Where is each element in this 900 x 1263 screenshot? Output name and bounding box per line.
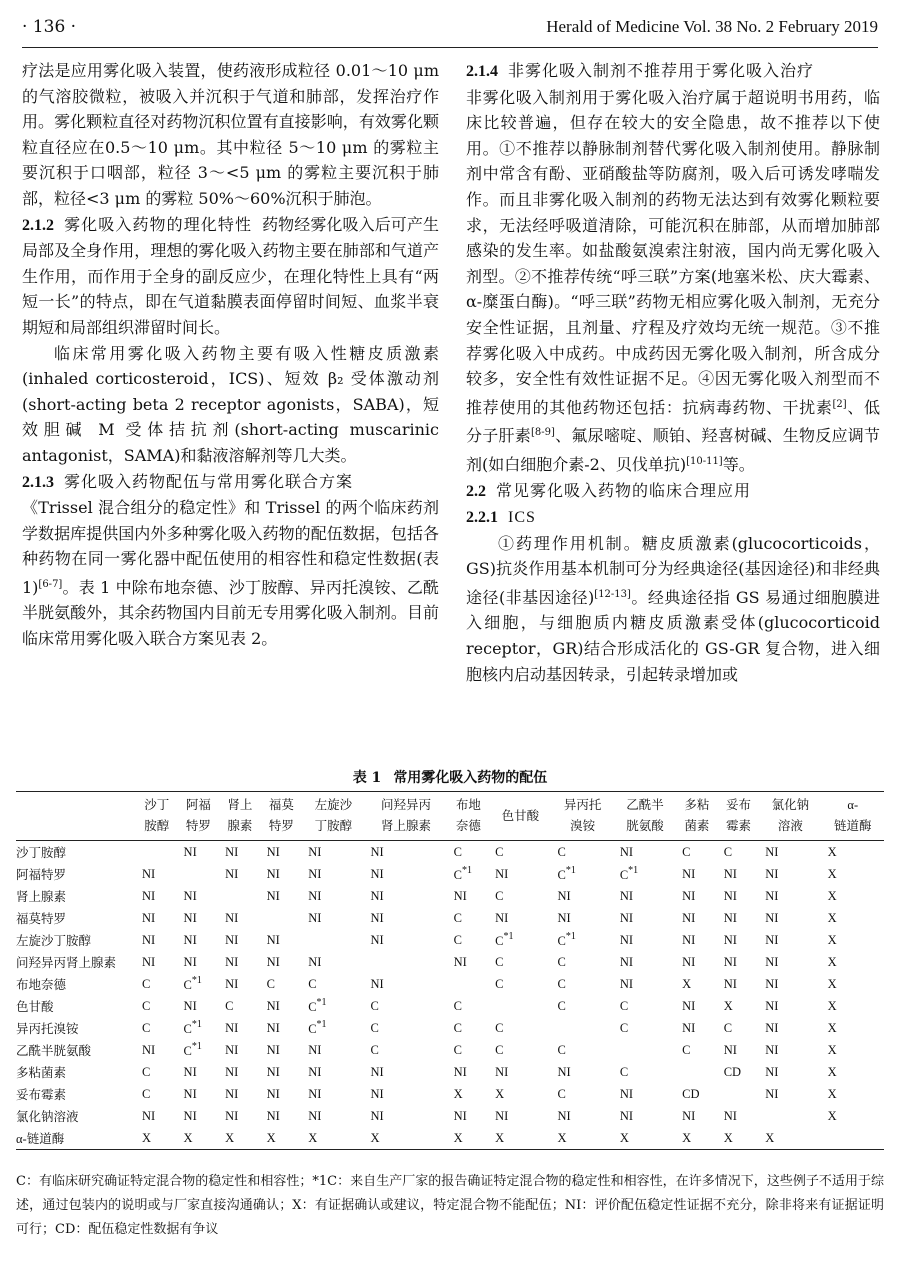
table-cell: NI — [619, 976, 634, 991]
table-cell: NI — [619, 888, 634, 903]
table-cell: NI — [619, 954, 634, 969]
table-cell: X — [827, 998, 837, 1013]
table-cell: NI — [765, 998, 779, 1013]
table-cell: C — [142, 1086, 151, 1101]
text-run: 、低分子肝素 — [466, 397, 880, 446]
table-cell: X — [827, 866, 837, 881]
table-cell: NI — [266, 888, 280, 903]
table-cell — [365, 951, 448, 973]
table-cell: NI — [142, 954, 156, 969]
table-cell: C — [266, 976, 275, 991]
table-cell — [448, 973, 490, 995]
table-cell: NI — [370, 888, 384, 903]
table-cell: NI — [370, 1108, 384, 1123]
table-cell: NI — [142, 932, 156, 947]
table-cell: $C^{*1}$ — [183, 975, 202, 992]
column-header: 妥布 霉素 — [725, 798, 751, 833]
table-cell — [614, 1039, 676, 1061]
table-cell: NI — [682, 1108, 696, 1123]
table-cell: X — [495, 1130, 505, 1145]
table-cell: X — [370, 1130, 380, 1145]
paragraph — [466, 85, 880, 478]
table-cell — [178, 863, 220, 885]
section-number: 2.2 — [466, 482, 486, 500]
table-cell: NI — [682, 932, 696, 947]
section-title: 常见雾化吸入药物的临床合理应用 — [496, 480, 752, 500]
row-header: 异丙托溴铵 — [16, 1022, 79, 1036]
table-cell: X — [453, 1130, 463, 1145]
table-row — [16, 1039, 884, 1061]
text-run: 非雾化吸入制剂用于雾化吸入治疗属于超说明书用药，临床比较普遍，但存在较大的安全隐患，故不推荐以下使用。①不推荐以静脉制剂替代雾化吸入制剂使用。静脉制剂中常含有酚、亚硝酸盐等防腐剂，吸入后可诱发哮喘发作。而且非雾化吸入制剂的药物无法达到有效雾化颗粒要求，无法经呼吸道清除，可能沉积在肺部，从而增加肺部感染的发生率。如盐酸氨溴索注射液，国内尚无雾化吸入剂型。②不推荐传统“呼三联”方案(地塞米松、庆大霉素、α-糜蛋白酶)。“呼三联”药物无相应雾化吸入制剂，无充分安全性证据，且剂量、疗程及疗效均无统一规范。③不推荐雾化吸入中成药。中成药因无雾化吸入制剂，所含成分较多，安全性有效性证据不足。④因无雾化吸入剂型而不推荐使用的其他药物还包括：抗病毒药物、干扰素 — [466, 87, 880, 417]
table-cell: NI — [682, 866, 696, 881]
table-cell: X — [682, 976, 692, 991]
table-row — [16, 973, 884, 995]
table-cell: NI — [370, 1086, 384, 1101]
table-cell: C — [557, 844, 566, 859]
table-cell: NI — [308, 1108, 322, 1123]
table-cell: $C^{*1}$ — [183, 1019, 202, 1036]
row-header: 色甘酸 — [16, 1000, 54, 1014]
column-header: 福莫 特罗 — [268, 798, 294, 833]
table-cell: X — [682, 1130, 692, 1145]
table-row — [16, 951, 884, 973]
table-cell: X — [827, 932, 837, 947]
section-2-1-2 — [22, 212, 439, 341]
row-header: α-链道酶 — [16, 1132, 65, 1146]
table-cell: NI — [723, 932, 737, 947]
table-cell: NI — [308, 866, 322, 881]
column-header: α- 链道酶 — [834, 798, 872, 833]
table-cell: X — [183, 1130, 193, 1145]
table-cell: NI — [225, 844, 239, 859]
citation[interactable]: [8-9] — [531, 427, 555, 439]
text-run: 、氟尿嘧啶、顺铂、羟喜树碱、生物反应调节剂(如白细胞介素-2、贝伐单抗) — [466, 426, 880, 474]
table-cell — [822, 1127, 884, 1150]
citation[interactable]: [6-7] — [38, 578, 63, 590]
table-cell: NI — [495, 866, 509, 881]
table-cell: C — [619, 998, 629, 1013]
table-number: 表 1 — [352, 770, 382, 786]
table-cell: NI — [495, 910, 509, 925]
section-2-1-4-heading — [466, 58, 880, 85]
table-cell: CD — [723, 1064, 742, 1079]
table-title: 常用雾化吸入药物的配伍 — [393, 770, 548, 786]
row-header: 肾上腺素 — [16, 890, 67, 904]
table-row — [16, 1105, 884, 1127]
table-cell: X — [827, 910, 837, 925]
table-cell: X — [557, 1130, 567, 1145]
table-row — [16, 1017, 884, 1039]
table-cell: NI — [557, 1064, 571, 1079]
table-cell: NI — [266, 1020, 280, 1035]
column-header: 多粘 菌素 — [684, 798, 710, 833]
table-cell: C — [142, 976, 151, 991]
table-cell: NI — [765, 844, 779, 859]
paragraph — [22, 495, 439, 652]
table-cell: NI — [370, 844, 384, 859]
table-cell: NI — [453, 1064, 467, 1079]
row-header: 阿福特罗 — [16, 868, 67, 882]
table-cell: NI — [765, 1042, 779, 1057]
table-cell: NI — [723, 976, 737, 991]
table-cell: NI — [557, 888, 571, 903]
table-cell: NI — [682, 910, 696, 925]
table-cell: NI — [682, 954, 696, 969]
section-title: 雾化吸入药物配伍与常用雾化联合方案 — [64, 471, 354, 491]
table-cell: X — [827, 888, 837, 903]
table-cell: NI — [453, 888, 467, 903]
table-cell: NI — [183, 1108, 197, 1123]
text-run: ①药理作用机制。糖皮质激素(glucocorticoids，GS)抗炎作用基本机制可分为经典途径(基因途径)和非经典途径(非基因途径) — [466, 533, 880, 607]
column-header: 异丙托 溴铵 — [563, 798, 602, 833]
table-cell: $C^{*1}$ — [308, 1019, 327, 1036]
row-header: 布地奈德 — [16, 978, 67, 992]
table-cell: NI — [266, 998, 280, 1013]
table-cell: C — [557, 1086, 566, 1101]
table-cell: NI — [183, 932, 197, 947]
table-cell: NI — [183, 844, 197, 859]
table-cell: C — [142, 1064, 151, 1079]
table-cell: C — [142, 998, 151, 1013]
table-cell — [136, 841, 178, 864]
column-header: 肾上 腺素 — [227, 798, 253, 833]
table-cell: NI — [266, 1064, 280, 1079]
table-row — [16, 885, 884, 907]
table-cell: C — [225, 998, 234, 1013]
table-cell: NI — [557, 910, 571, 925]
table-row — [16, 995, 884, 1017]
table-cell: NI — [266, 866, 280, 881]
table-cell: C — [495, 1020, 504, 1035]
table-cell: C — [682, 1042, 691, 1057]
column-header: 问羟异丙 肾上腺素 — [381, 798, 432, 833]
table-cell: NI — [765, 866, 779, 881]
column-header: 乙酰半 胱氨酸 — [626, 798, 664, 833]
table-cell: X — [827, 1086, 837, 1101]
section-title: 雾化吸入药物的理化特性 — [64, 214, 253, 234]
table-cell: NI — [142, 1108, 156, 1123]
table-cell: X — [723, 1130, 733, 1145]
citation[interactable]: [12-13] — [594, 588, 631, 600]
table-cell: X — [827, 976, 837, 991]
table-cell: X — [723, 998, 733, 1013]
row-header: 妥布霉素 — [16, 1088, 67, 1102]
table-cell: NI — [370, 976, 384, 991]
section-2-1-3-heading — [22, 469, 439, 496]
column-header: 阿福 特罗 — [185, 798, 211, 833]
table-row — [16, 929, 884, 951]
page-number: · 136 · — [22, 17, 77, 37]
paragraph: 疗法是应用雾化吸入装置，使药液形成粒径 0.01～10 μm的气溶胶微粒，被吸入并沉积于气道和肺部，发挥治疗作用。雾化颗粒直径对药物沉积位置有直接影响，有效雾化颗粒直径应在0.5～10 μm。其中粒径 5～10 μm 的雾粒主要沉积于口咽部，粒径 3～<5 μm 的雾粒主要沉积于肺部，粒径<3 μm 的雾粒 50%～60%沉积于肺泡。 — [22, 61, 439, 208]
table-cell: NI — [183, 998, 197, 1013]
table-cell: C — [453, 998, 462, 1013]
table-cell: NI — [453, 954, 467, 969]
table-cell: NI — [225, 1042, 239, 1057]
row-header: 乙酰半胱氨酸 — [16, 1044, 92, 1058]
table-cell: X — [266, 1130, 276, 1145]
column-header: 沙丁 胺醇 — [144, 798, 170, 833]
table-cell: NI — [370, 910, 384, 925]
table-cell: NI — [308, 1086, 322, 1101]
table-cell: X — [827, 1020, 837, 1035]
table-header-row — [16, 792, 884, 841]
table-cell: NI — [142, 888, 156, 903]
table-cell: $C^{*1}$ — [557, 931, 576, 948]
table-cell: NI — [723, 888, 737, 903]
table-cell: NI — [765, 888, 779, 903]
table-cell: C — [557, 976, 566, 991]
table-cell — [302, 929, 364, 951]
table-cell: C — [495, 888, 504, 903]
table-cell: X — [619, 1130, 629, 1145]
row-header: 氯化钠溶液 — [16, 1110, 79, 1124]
left-column — [22, 58, 439, 652]
table-cell: NI — [308, 888, 322, 903]
table-cell: NI — [495, 1108, 509, 1123]
table-cell: C — [619, 1064, 629, 1079]
table-cell: NI — [495, 1064, 509, 1079]
table-caption — [0, 767, 900, 787]
table-row — [16, 1127, 884, 1150]
section-2-2-heading — [466, 478, 880, 505]
table-cell: NI — [183, 888, 197, 903]
table-cell: $C^{*1}$ — [619, 865, 639, 882]
table-cell: NI — [308, 1042, 322, 1057]
table-cell: NI — [765, 910, 779, 925]
table-cell: C — [723, 1020, 733, 1035]
table-cell: C — [682, 844, 691, 859]
table-cell: C — [142, 1020, 151, 1035]
table-cell: C — [495, 1042, 504, 1057]
corner-cell — [16, 792, 136, 841]
table-cell: NI — [619, 1108, 634, 1123]
table-cell — [219, 885, 261, 907]
table-cell: NI — [370, 1064, 384, 1079]
table-cell: C — [453, 844, 462, 859]
table-cell: NI — [765, 1064, 779, 1079]
table-body — [16, 841, 884, 1150]
right-column — [466, 58, 880, 687]
table-cell: NI — [619, 1086, 634, 1101]
paragraph: 临床常用雾化吸入药物主要有吸入性糖皮质激素(inhaled corticosteroid，ICS)、短效 β₂ 受体激动剂(short-acting beta 2 receptor agonists，SABA)，短效胆碱 M 受体拮抗剂(short-acting muscarinic antagonist，SAMA)和黏液溶解剂等几大类。 — [22, 343, 439, 465]
table-cell: NI — [225, 1086, 239, 1101]
table-cell: X — [225, 1130, 235, 1145]
table-row — [16, 1083, 884, 1105]
table-cell: NI — [142, 866, 156, 881]
text-run: 。经典途径指 GS 易通过细胞膜进入细胞，与细胞质内糖皮质激素受体(glucocorticoid receptor，GR)结合形成活化的 GS-GR 复合物，进入细胞核内启动基因转录，引起转录增加或 — [466, 587, 880, 684]
table-cell: NI — [557, 1108, 571, 1123]
citation[interactable]: [10-11] — [686, 455, 723, 467]
table-cell: NI — [266, 1086, 280, 1101]
table-cell: NI — [682, 1020, 696, 1035]
text-run: 《Trissel 混合组分的稳定性》和 Trissel 的两个临床药剂学数据库提供国内外多种雾化吸入药物的配伍数据，包括各种药物在同一雾化器中配伍使用的相容性和稳定性数据(表 1) — [22, 498, 439, 597]
column-header: 氯化钠 溶液 — [771, 798, 810, 833]
table-cell: NI — [723, 910, 737, 925]
section-title: ICS — [508, 509, 536, 527]
table-cell: NI — [723, 866, 737, 881]
table-cell: NI — [266, 1108, 280, 1123]
table-cell: NI — [308, 910, 322, 925]
table-cell: NI — [183, 1064, 197, 1079]
table-cell: NI — [308, 844, 322, 859]
table-cell: C — [495, 976, 504, 991]
table-cell: C — [557, 998, 566, 1013]
table-cell: NI — [225, 976, 239, 991]
header-rule — [22, 47, 878, 48]
table-cell — [551, 1017, 613, 1039]
table-cell: NI — [723, 1042, 737, 1057]
table-cell: NI — [183, 1086, 197, 1101]
table-cell: C — [495, 954, 504, 969]
table-cell: CD — [682, 1086, 700, 1101]
table-footnote: C：有临床研究确证特定混合物的稳定性和相容性；*1C：来自生产厂家的报告确证特定混合物的稳定性和相容性，在许多情况下，这些例子不适用于综述，通过包装内的说明或与厂家直接沟通确认；X：有证据确认或建议，特定混合物不能配伍；NI：评价配伍稳定性证据不充分，除非将来有证据证明可行；CD：配伍稳定性数据有争议 — [16, 1174, 884, 1237]
table-cell: NI — [225, 1020, 239, 1035]
section-number: 2.1.2 — [22, 216, 54, 234]
page-header — [22, 14, 878, 40]
table-cell: C — [557, 1042, 566, 1057]
table-cell: NI — [619, 844, 634, 859]
table-cell: $C^{*1}$ — [308, 997, 327, 1014]
table-cell: NI — [682, 888, 696, 903]
table-cell: C — [453, 1042, 462, 1057]
table-cell: X — [827, 844, 837, 859]
table-cell: $C^{*1}$ — [453, 865, 472, 882]
section-number: 2.1.3 — [22, 473, 54, 491]
table-cell: NI — [308, 1064, 322, 1079]
column-header: 左旋沙 丁胺醇 — [314, 798, 353, 833]
table-cell: NI — [142, 910, 156, 925]
table-cell — [759, 1105, 821, 1127]
text-run: 等。 — [722, 454, 755, 474]
table-cell: C — [453, 932, 462, 947]
table-cell: NI — [225, 866, 239, 881]
column-header: 色甘酸 — [501, 808, 540, 823]
table-cell: NI — [619, 910, 634, 925]
table-cell: NI — [266, 844, 280, 859]
table-cell: X — [827, 1064, 837, 1079]
table-cell: NI — [723, 954, 737, 969]
row-header: 问羟异丙肾上腺素 — [16, 956, 117, 970]
table-cell: NI — [370, 866, 384, 881]
table-cell: X — [765, 1130, 775, 1145]
table-cell: NI — [308, 954, 322, 969]
table-cell: NI — [765, 954, 779, 969]
table-cell: C — [453, 910, 462, 925]
table-cell: NI — [619, 932, 634, 947]
table-cell: NI — [183, 954, 197, 969]
table-cell: C — [557, 954, 566, 969]
table-cell: $C^{*1}$ — [495, 931, 514, 948]
table-row — [16, 1061, 884, 1083]
table-cell: X — [453, 1086, 463, 1101]
row-header: 沙丁胺醇 — [16, 846, 67, 860]
table-cell: NI — [225, 1064, 239, 1079]
table-cell — [676, 1061, 718, 1083]
table-cell: C — [370, 1020, 379, 1035]
section-title: 非雾化吸入制剂不推荐用于雾化吸入治疗 — [508, 61, 815, 80]
table-cell: NI — [723, 1108, 737, 1123]
table-cell: C — [453, 1020, 462, 1035]
table-cell: C — [495, 844, 504, 859]
table-cell: X — [495, 1086, 505, 1101]
table-cell: NI — [225, 954, 239, 969]
text-run: 。表 1 中除布地奈德、沙丁胺醇、异丙托溴铵、乙酰半胱氨酸外，其余药物国内目前无专用雾化吸入制剂。目前临床常用雾化吸入联合方案见表 2。 — [22, 577, 439, 649]
column-header: 布地 奈德 — [455, 798, 481, 833]
table-cell: X — [827, 954, 837, 969]
row-header: 多粘菌素 — [16, 1066, 67, 1080]
table-cell: NI — [225, 910, 239, 925]
table-cell: NI — [183, 910, 197, 925]
section-2-2-1-heading — [466, 504, 880, 531]
row-header: 福莫特罗 — [16, 912, 67, 926]
section-number: 2.2.1 — [466, 509, 498, 527]
paragraph — [466, 531, 880, 688]
table-cell: X — [827, 1108, 837, 1123]
table-row — [16, 841, 884, 864]
journal-info: Herald of Medicine Vol. 38 No. 2 February 2019 — [546, 17, 878, 36]
table-cell: C — [723, 844, 733, 859]
table-cell: C — [370, 998, 379, 1013]
table-cell: NI — [266, 932, 280, 947]
table-cell: NI — [765, 976, 779, 991]
table-cell: C — [308, 976, 317, 991]
table-cell: NI — [142, 1042, 156, 1057]
compatibility-table — [16, 791, 884, 1150]
table-cell: NI — [370, 932, 384, 947]
table-cell: NI — [266, 954, 280, 969]
table-cell: NI — [266, 1042, 280, 1057]
row-header: 左旋沙丁胺醇 — [16, 934, 92, 948]
table-cell: X — [827, 1042, 837, 1057]
paragraph: 药物经雾化吸入后可产生局部及全身作用，理想的雾化吸入药物主要在肺部和气道产生作用，而作用于全身的副反应少，在理化特性上具有“两短一长”的特点，即在气道黏膜表面停留时间短、血浆半衰期短和局部组织滞留时间长。 — [22, 214, 439, 337]
table-cell: NI — [453, 1108, 467, 1123]
table-cell — [718, 1083, 760, 1105]
table-cell: X — [142, 1130, 152, 1145]
table-cell: NI — [682, 998, 696, 1013]
table-cell: X — [308, 1130, 318, 1145]
table-row — [16, 863, 884, 885]
table-cell: C — [619, 1020, 629, 1035]
table-cell: NI — [765, 1086, 779, 1101]
citation[interactable]: [2] — [832, 398, 847, 410]
section-number: 2.1.4 — [466, 63, 498, 80]
table-cell: NI — [765, 932, 779, 947]
table-cell: C — [370, 1042, 379, 1057]
table-cell — [489, 995, 551, 1017]
table-cell: NI — [765, 1020, 779, 1035]
table-cell: NI — [225, 1108, 239, 1123]
table-cell: $C^{*1}$ — [183, 1041, 202, 1058]
table-cell: $C^{*1}$ — [557, 865, 576, 882]
table-cell — [261, 907, 303, 929]
table-cell: NI — [225, 932, 239, 947]
table-row — [16, 907, 884, 929]
